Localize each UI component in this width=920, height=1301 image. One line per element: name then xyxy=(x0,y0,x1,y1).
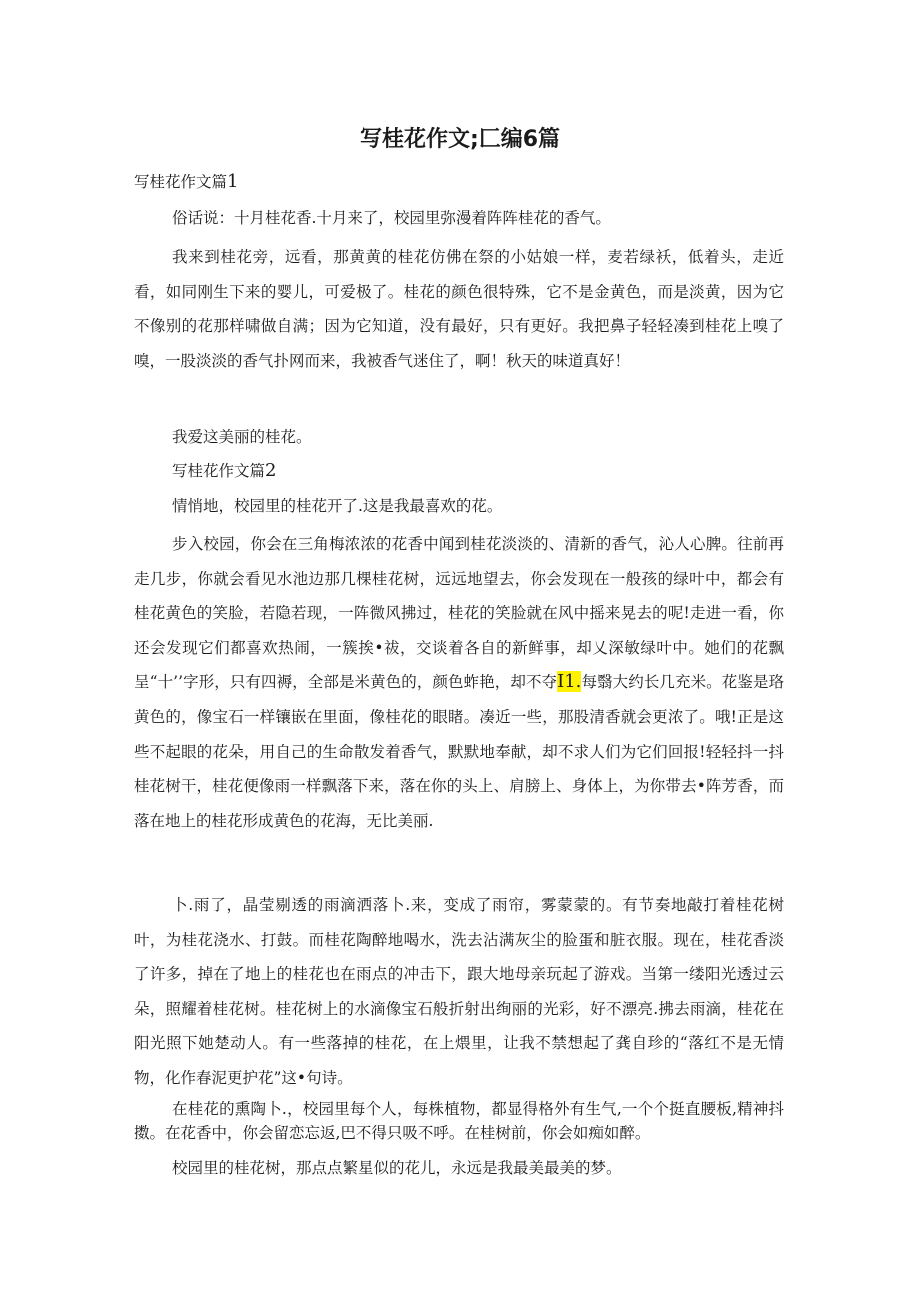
essay2-paragraph-5: 校园里的桂花树，那点点繁星似的花儿，永远是我最美最美的梦。 xyxy=(172,1159,622,1177)
highlighted-text: I1. xyxy=(557,671,582,693)
essay2-paragraph-4: 在桂花的熏陶卜.，校园里每个人，每株植物，都显得格外有生气,一个个挺直腰板,精神抖擞。在花香中，你会留恋忘返,巴不得只吸不呼。在桂树前，你会如痴如醉。 xyxy=(134,1100,784,1142)
essay1-paragraph-1: 俗话说：十月桂花香.十月来了，校园里弥漫着阵阵桂花的香气。 xyxy=(172,209,611,227)
essay2-paragraph-2: 步入校园，你会在三角梅浓浓的花香中闻到桂花淡淡的、清新的香气，沁人心脾。往前再走几步，你就会看见水池边那几棵桂花树，远远地望去，你会发现在一般孩的绿叶中，都会有桂花黄色的笑脸，若隐若现，一阵微风拂过，桂花的笑脸就在风中摇来晃去的呢!走进一看，你还会发现它们都喜欢热闹，一簇挨•祓，交谈着各自的新鲜事，却乂深敏绿叶中。她们的花飘呈“十’’字形，只有四褥，全部是米黄色的，颜色蚱艳，却不夺I1.每翳大约长几充米。花鉴是珞黄色的，像宝石一样镶嵌在里面，像桂花的眼睹。凑近一些，那股清香就会更浓了。哦!正是这些不起眼的花朵，用自己的生命散发着香气，默默地奉献，却不求人们为它们回报!轻轻抖一抖桂花树干，桂花便像雨一样飘落下来，落在你的头上、肩膀上、身体上，为你带去•阵芳香，而落在地上的桂花形成黄色的花海，无比美丽. xyxy=(134,535,784,830)
essay2-heading: 写桂花作文篇2 xyxy=(172,460,277,481)
essay2-paragraph-3: 卜.雨了，晶莹剔透的雨滴洒落卜.来，变成了雨帘，雾蒙蒙的。有节奏地敲打着桂花树叶，为桂花浇水、打鼓。而桂花陶醉地喝水，洗去沾满灰尘的脸蛋和脏衣服。现在，桂花香淡了许多，掉在了地上的桂花也在雨点的冲击下，跟大地母亲玩起了游戏。当第一缕阳光透过云朵，照耀着桂花树。桂花树上的水滴像宝石般折射出绚丽的光彩，好不漂亮.拂去雨滴，桂花在阳光照下她楚动人。有一些落掉的桂花，在上煨里，让我不禁想起了龚自珍的“落红不是无情物，化作春泥更护花”这•句诗。 xyxy=(134,896,784,1087)
essay2-paragraph-1: 情悄地，校园里的桂花开了.这是我最喜欢的花。 xyxy=(172,497,503,515)
essay1-paragraph-3: 我爱这美丽的桂花。 xyxy=(172,428,312,446)
document-title: 写桂花作文;匚编6篇 xyxy=(359,127,561,152)
essay1-paragraph-2: 我来到桂花旁，远看，那黄黄的桂花仿佛在祭的小姑娘一样，麦若绿袄，低着头，走近看，如同刚生下来的婴儿，可爱极了。桂花的颜色很特殊，它不是金黄色，而是淡黄，因为它不像别的花那样啸做自满；因为它知道，没有最好，只有更好。我把鼻子轻轻凑到桂花上嗅了嗅，一股淡淡的香气扑网而来，我被香气迷住了，啊！秋天的味道真好！ xyxy=(134,248,784,370)
essay1-heading: 写桂花作文篇1 xyxy=(134,171,239,192)
